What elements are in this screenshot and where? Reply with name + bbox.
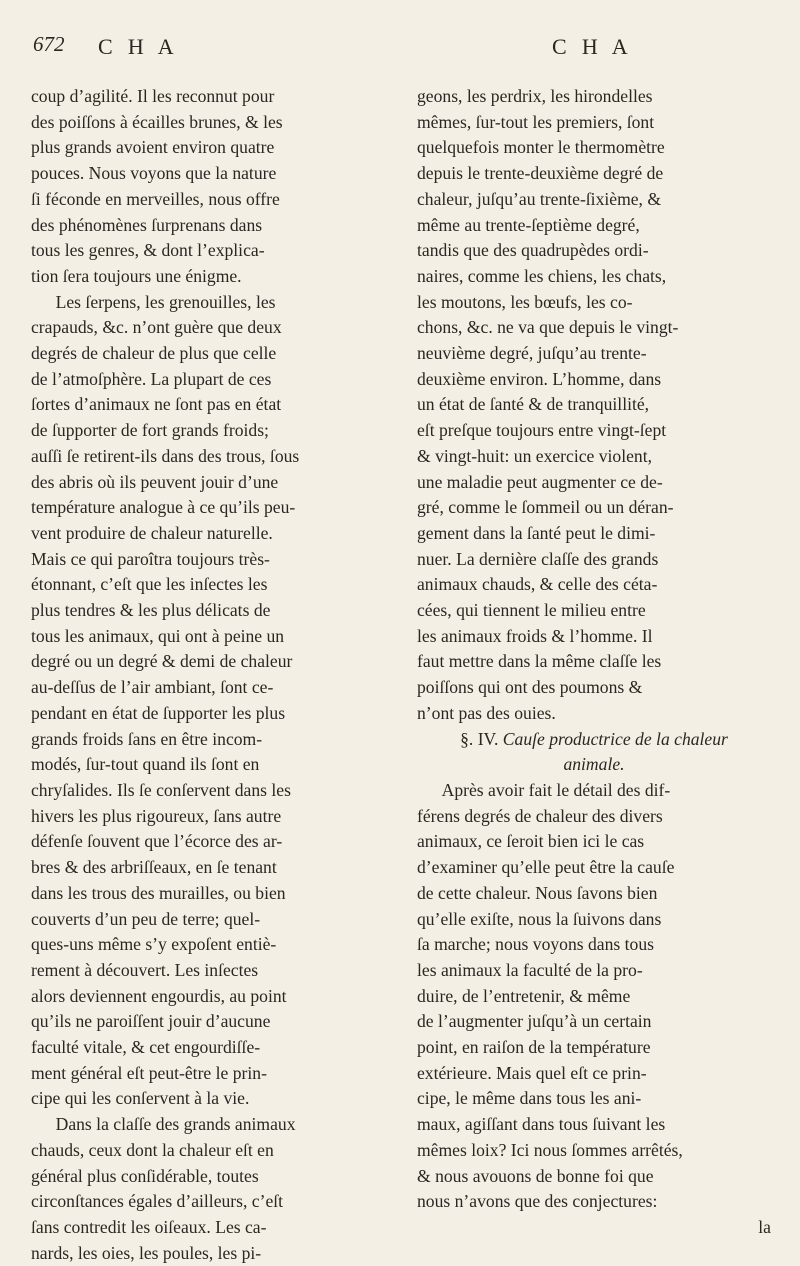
catchword: la [758,1216,771,1237]
paragraph: coup d’agilité. Il les reconnut pour des poiſſons à écailles brunes, & les plus grands avoient environ quatre pouces. Nous voyons que la nature ſi féconde en merveilles, nous offre des phénomènes ſurprenans dans tous les genres, & dont l’explica- tion ſera toujours une énigme. [31,86,283,286]
paragraph: geons, les perdrix, les hirondelles mêmes, ſur-tout les premiers, ſont quelquefois monter le thermomètre depuis le trente-deuxième degré de chaleur, juſqu’au trente-ſixième, & même au trente-ſeptième degré, tandis que des quadrupèdes ordi- naires, comme les chiens, les chats, les moutons, les bœufs, les co- chons, &c. ne va que depuis le vingt- neuvième degré, juſqu’au trente- deuxième environ. L’homme, dans un état de ſanté & de tranquillité, eſt preſque toujours entre vingt-ſept & vingt-huit: un exercice violent, une maladie peut augmenter ce de- gré, comme le ſommeil ou un déran- gement dans la ſanté peut le dimi- nuer. La dernière claſſe des grands animaux chauds, & celle des céta- cées, qui tiennent le milieu entre les animaux froids & l’homme. Il faut mettre dans la même claſſe les poiſſons qui ont des poumons & n’ont pas des ouies. [417,86,679,723]
right-column [417,84,771,1241]
paragraph: Les ſerpens, les grenouilles, les crapauds, &c. n’ont guère que deux degrés de chaleur de plus que celle de l’atmoſphère. La plupart de ces ſortes d’animaux ne ſont pas en état de ſupporter de fort grands froids; auſſi ſe retirent-ils dans des trous, ſous des abris où ils peuvent jouir d’une température analogue à ce qu’ils peu- vent produire de chaleur naturelle. Mais ce qui paroîtra toujours très- étonnant, c’eſt que les inſectes les plus tendres & les plus délicats de tous les animaux, qui ont à peine un degré ou un degré & demi de chaleur au-deſſus de l’air ambiant, ſont ce- pendant en état de ſupporter les plus grands froids ſans en être incom- modés, ſur-tout quand ils ſont en chryſalides. Ils ſe conſervent dans les hivers les plus rigoureux, ſans autre défenſe ſouvent que l’écorce des ar- bres & des arbriſſeaux, en ſe tenant dans les trous des murailles, ou bien couverts d’un peu de terre; quel- ques-uns même s’y expoſent entiè- rement à découvert. Les inſectes alors deviennent engourdis, au point qu’ils ne paroiſſent jouir d’aucune faculté vitale, & cet engourdiſſe- ment général eſt peut-être le prin- cipe qui les conſervent à la vie. [31,291,300,1109]
section-title: Cauſe productrice de la chaleur animale. [502,728,728,775]
running-head-left: C H A [98,34,179,59]
running-head-right: C H A [552,34,633,59]
page-number: 672 [33,32,65,56]
section-mark: §. IV. [460,728,499,749]
section-heading [417,727,771,778]
paragraph: Après avoir fait le détail des dif- férens degrés de chaleur des divers animaux, ce ſeroit bien ici le cas d’examiner qu’elle peut être la cauſe de cette chaleur. Nous ſavons bien qu’elle exiſte, nous la ſuivons dans ſa marche; nous voyons dans tous les animaux la faculté de la pro- duire, de l’entretenir, & même de l’augmenter juſqu’à un certain point, en raiſon de la température extérieure. Mais quel eſt ce prin- cipe, le même dans tous les ani- maux, agiſſant dans tous ſuivant les mêmes loix? Ici nous ſommes arrêtés, & nous avouons de bonne foi que nous n’avons que des conjectures: [417,779,683,1212]
left-column [31,84,381,1266]
paragraph: Dans la claſſe des grands animaux chauds, ceux dont la chaleur eſt en général plus conſidérable, toutes circonſtances égales d’ailleurs, c’eſt ſans contredit les oiſeaux. Les ca- nards, les oies, les poules, les pi- [31,1114,296,1263]
